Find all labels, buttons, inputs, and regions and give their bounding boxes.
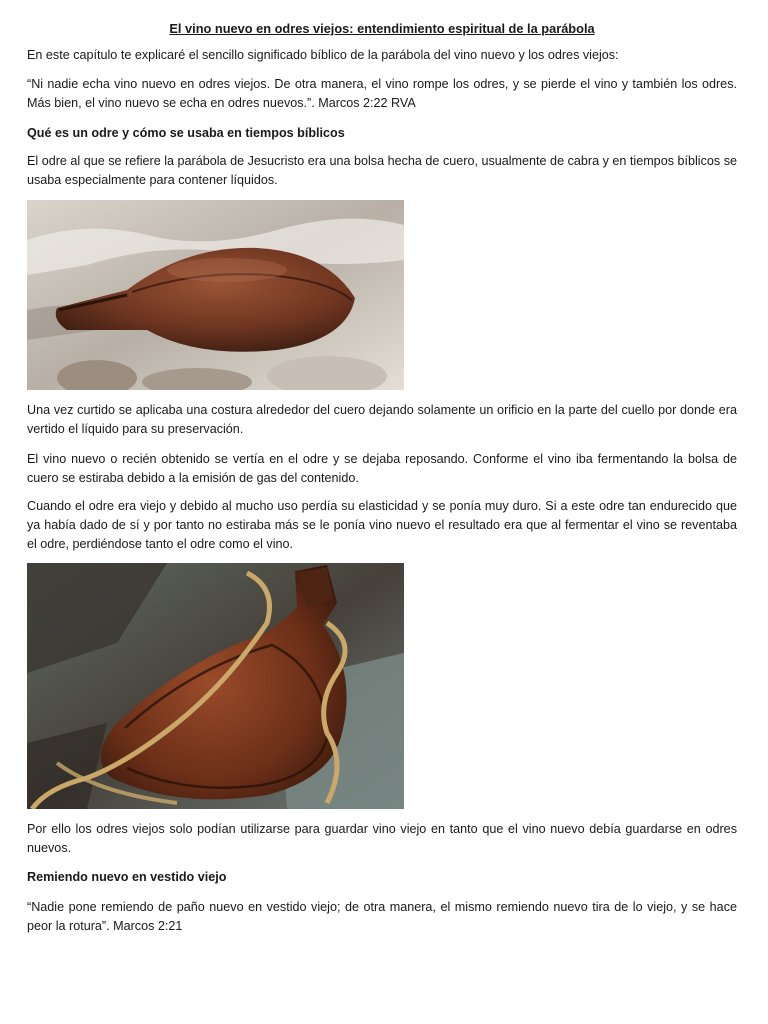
paragraph-fermentacion: El vino nuevo o recién obtenido se vertía en el odre y se dejaba reposando. Conforme el vino iba fermentando la bolsa de cuero se estiraba debido a la emisión de gas del contenido. xyxy=(27,452,737,485)
leather-flask-image xyxy=(27,563,404,809)
quote-marcos-2-21: “Nadie pone remiendo de paño nuevo en vestido viejo; de otra manera, el mismo remiendo nuevo tira de lo viejo, y se hace peor la rotura”. Marcos 2:21 xyxy=(27,900,737,933)
paragraph-conclusion-odres: Por ello los odres viejos solo podían utilizarse para guardar vino viejo en tanto que el vino nuevo debía guardarse en odres nuevos. xyxy=(27,822,737,855)
section-heading-odre: Qué es un odre y cómo se usaba en tiempos bíblicos xyxy=(27,126,345,140)
quote-marcos-2-22: “Ni nadie echa vino nuevo en odres viejos. De otra manera, el vino rompe los odres, y se pierde el vino y también los odres. Más bien, el vino nuevo se echa en odres nuevos.”. Marcos 2:22 RVA xyxy=(27,77,737,110)
paragraph-costura: Una vez curtido se aplicaba una costura alrededor del cuero dejando solamente un orificio en la parte del cuello por donde era vertido el líquido para su preservación. xyxy=(27,403,737,436)
paragraph-odre-viejo: Cuando el odre era viejo y debido al mucho uso perdía su elasticidad y se ponía muy duro. Si a este odre tan endurecido que ya había dado de sí y por tanto no estiraba más se le ponía vino nuevo el resultado era que al fermentar el vino se reventaba el odre, perdiéndose tanto el odre como el vino. xyxy=(27,499,737,551)
section-heading-remiendo: Remiendo nuevo en vestido viejo xyxy=(27,870,227,884)
paragraph-odre-definition: El odre al que se refiere la parábola de Jesucristo era una bolsa hecha de cuero, usualmente de cabra y en tiempos bíblicos se usaba especialmente para contener líquidos. xyxy=(27,154,737,187)
intro-paragraph: En este capítulo te explicaré el sencillo significado bíblico de la parábola del vino nuevo y los odres viejos: xyxy=(27,48,619,62)
page-title: El vino nuevo en odres viejos: entendimiento espiritual de la parábola xyxy=(169,21,595,36)
wineskin-image xyxy=(27,200,404,390)
